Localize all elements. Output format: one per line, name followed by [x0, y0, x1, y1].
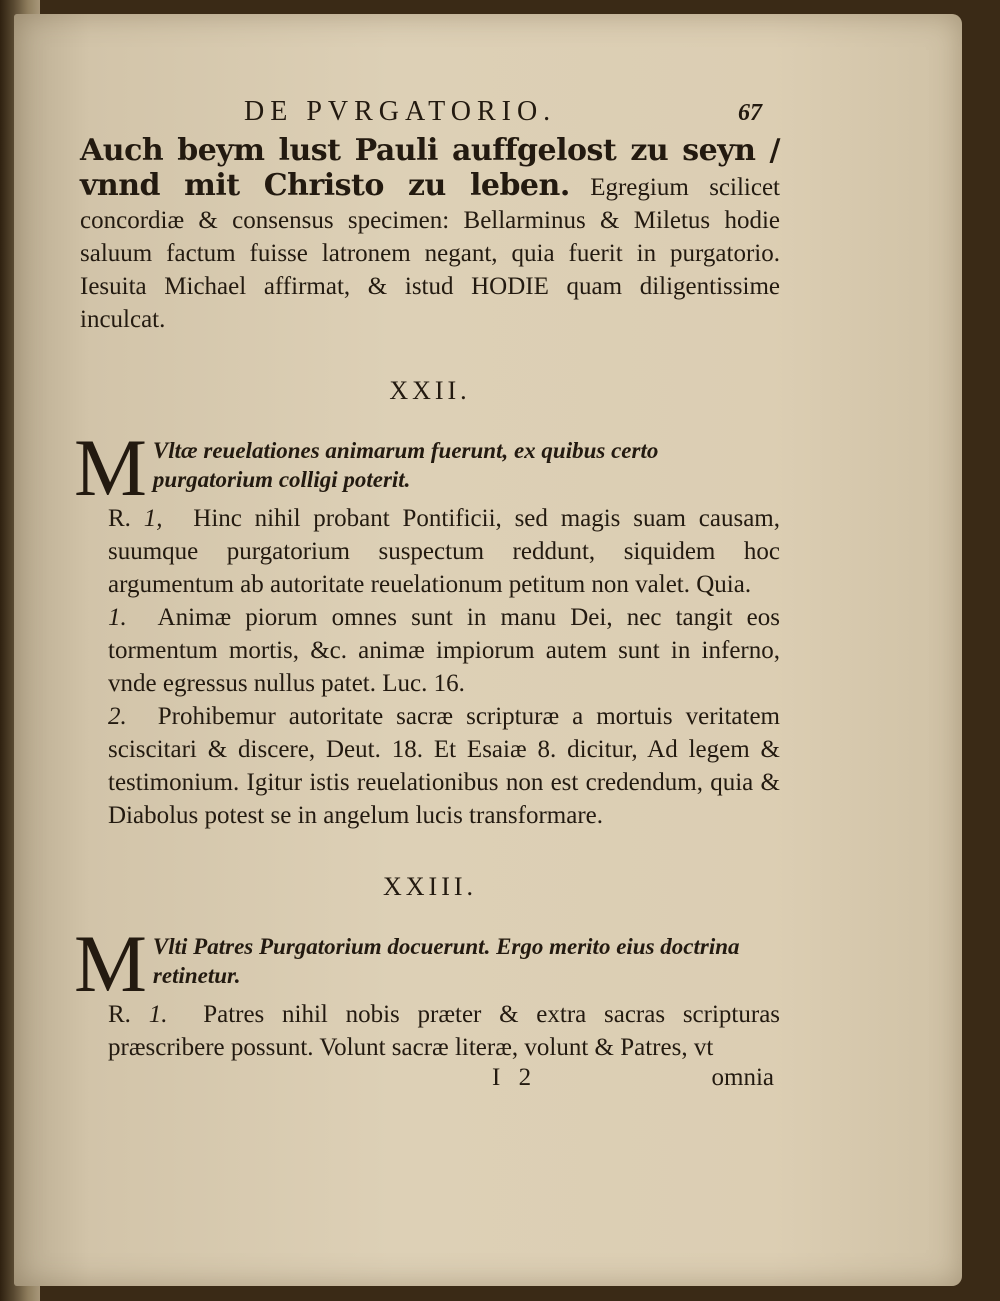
intro-latin: Egregium scilicet concordiæ & consensus specimen: Bellarminus & Miletus hodie saluum factum fuisse latronem negant, quia fuerit in purgatorio. Iesuita Michael affirmat, & istud HODIE quam diligentissime inculcat.: [80, 174, 781, 333]
book-page: [14, 14, 962, 1286]
response-number: 1,: [143, 505, 163, 532]
folio-number: 67: [738, 100, 762, 126]
objection-23: [74, 918, 780, 1009]
item-2-text: Prohibemur autoritate sacræ scripturæ a mortuis veritatem sciscitari & discere, Deut. 18. Et Esaiæ 8. dicitur, Ad legem & testimonium. Igitur istis reuelationibus non est credendum, quia & Diabolus potest se in angelum lucis transformare.: [108, 703, 780, 829]
objection-23-text: Vlti Patres Purgatorium docuerunt. Ergo merito eius doctrina retinetur.: [152, 934, 740, 988]
item-number: 2.: [108, 703, 127, 730]
item-number: 1.: [108, 604, 127, 631]
response-23: [80, 998, 780, 1064]
response-22-item-2: [80, 700, 780, 832]
response-22-item-1: [80, 601, 780, 700]
item-1-text: Animæ piorum omnes sunt in manu Dei, nec tangit eos tormentum mortis, &c. animæ impiorum autem sunt in inferno, vnde egressus nullus patet. Luc. 16.: [108, 604, 780, 697]
page-text-block: [74, 96, 781, 1092]
response-22-intro: [80, 502, 780, 601]
response-label: R.: [108, 1001, 131, 1028]
signature-mark: I 2: [492, 1064, 538, 1091]
response-label: R.: [108, 505, 131, 532]
section-number-23: XXIII.: [382, 872, 478, 901]
drop-cap-initial: M: [74, 918, 147, 1009]
objection-22: [74, 422, 780, 513]
catchword: omnia: [711, 1064, 774, 1091]
running-head-title: DE PVRGATORIO.: [244, 96, 557, 127]
response-number: 1.: [148, 1001, 168, 1028]
page-footer: [80, 1064, 780, 1092]
drop-cap-initial: M: [74, 422, 147, 513]
fraktur-quote: Auch beym lust Pauli auffgelost zu seyn / vnnd mit Christo zu leben.: [80, 133, 780, 203]
intro-paragraph: [80, 134, 780, 336]
response-23-text: Patres nihil nobis præter & extra sacras scripturas præscribere possunt. Volunt sacræ literæ, volunt & Patres, vt: [108, 1001, 781, 1061]
response-22-intro-text: Hinc nihil probant Pontificii, sed magis suam causam, suumque purgatorium suspectum reddunt, siquidem hoc argumentum ab autoritate reuelationum petitum non valet. Quia.: [108, 505, 780, 598]
running-head: [80, 96, 780, 128]
objection-22-text: Vltæ reuelationes animarum fuerunt, ex quibus certo purgatorium colligi poterit.: [152, 438, 659, 492]
section-number-22: XXII.: [389, 376, 471, 405]
